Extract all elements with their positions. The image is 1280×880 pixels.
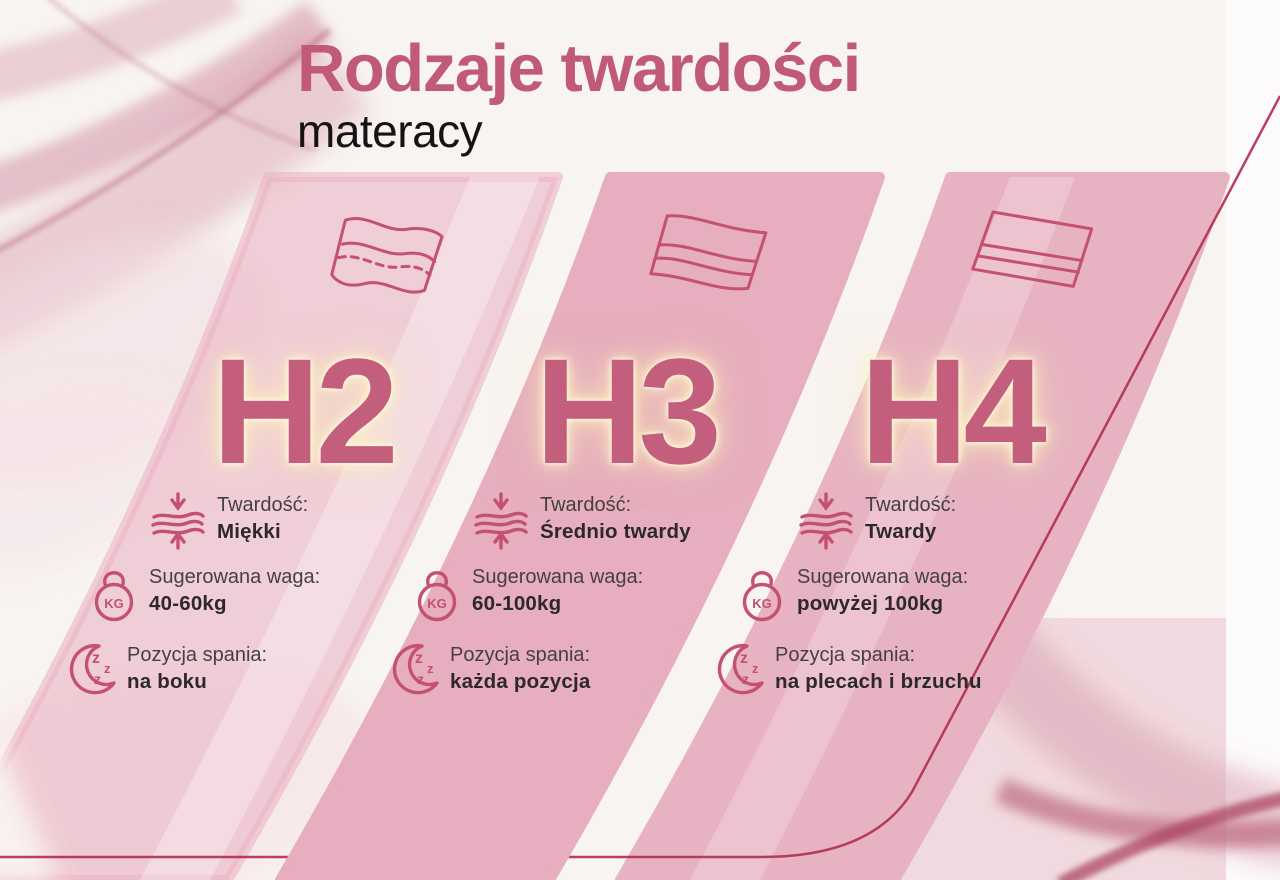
weight-value: 60-100kg — [472, 591, 562, 615]
weight-label: Sugerowana waga: — [472, 566, 644, 588]
weight-value: powyżej 100kg — [797, 591, 944, 615]
position-value: na boku — [127, 669, 207, 693]
page-title — [297, 31, 860, 158]
title-sub: materacy — [297, 105, 483, 158]
z-glyph: z — [742, 671, 749, 687]
z-glyph: z — [415, 650, 423, 667]
hardness-value: Twardy — [865, 519, 937, 543]
right-edge-strip — [1226, 0, 1280, 880]
z-glyph: z — [104, 661, 111, 676]
z-glyph: z — [752, 661, 759, 676]
weight-label: Sugerowana waga: — [149, 566, 321, 588]
kg-label: KG — [104, 596, 124, 611]
position-value: każda pozycja — [450, 669, 591, 693]
position-label: Pozycja spania: — [450, 644, 591, 666]
hardness-label: Twardość: — [540, 494, 632, 516]
title-main: Rodzaje twardości — [297, 31, 860, 106]
hardness-grade-letter: H3 — [535, 327, 717, 495]
kg-label: KG — [752, 596, 772, 611]
weight-label: Sugerowana waga: — [797, 566, 969, 588]
z-glyph: z — [92, 650, 100, 667]
hardness-grade-letter: H2 — [212, 327, 394, 495]
position-label: Pozycja spania: — [127, 644, 268, 666]
z-glyph: z — [94, 671, 101, 687]
hardness-value: Średnio twardy — [540, 519, 691, 543]
weight-value: 40-60kg — [149, 591, 227, 615]
z-glyph: z — [417, 671, 424, 687]
hardness-label: Twardość: — [865, 494, 957, 516]
z-glyph: z — [740, 650, 748, 667]
hardness-grade-letter: H4 — [860, 327, 1042, 495]
z-glyph: z — [427, 661, 434, 676]
position-value: na plecach i brzuchu — [775, 669, 982, 693]
hardness-value: Miękki — [217, 519, 281, 543]
hardness-label: Twardość: — [217, 494, 309, 516]
position-label: Pozycja spania: — [775, 644, 916, 666]
kg-label: KG — [427, 596, 447, 611]
